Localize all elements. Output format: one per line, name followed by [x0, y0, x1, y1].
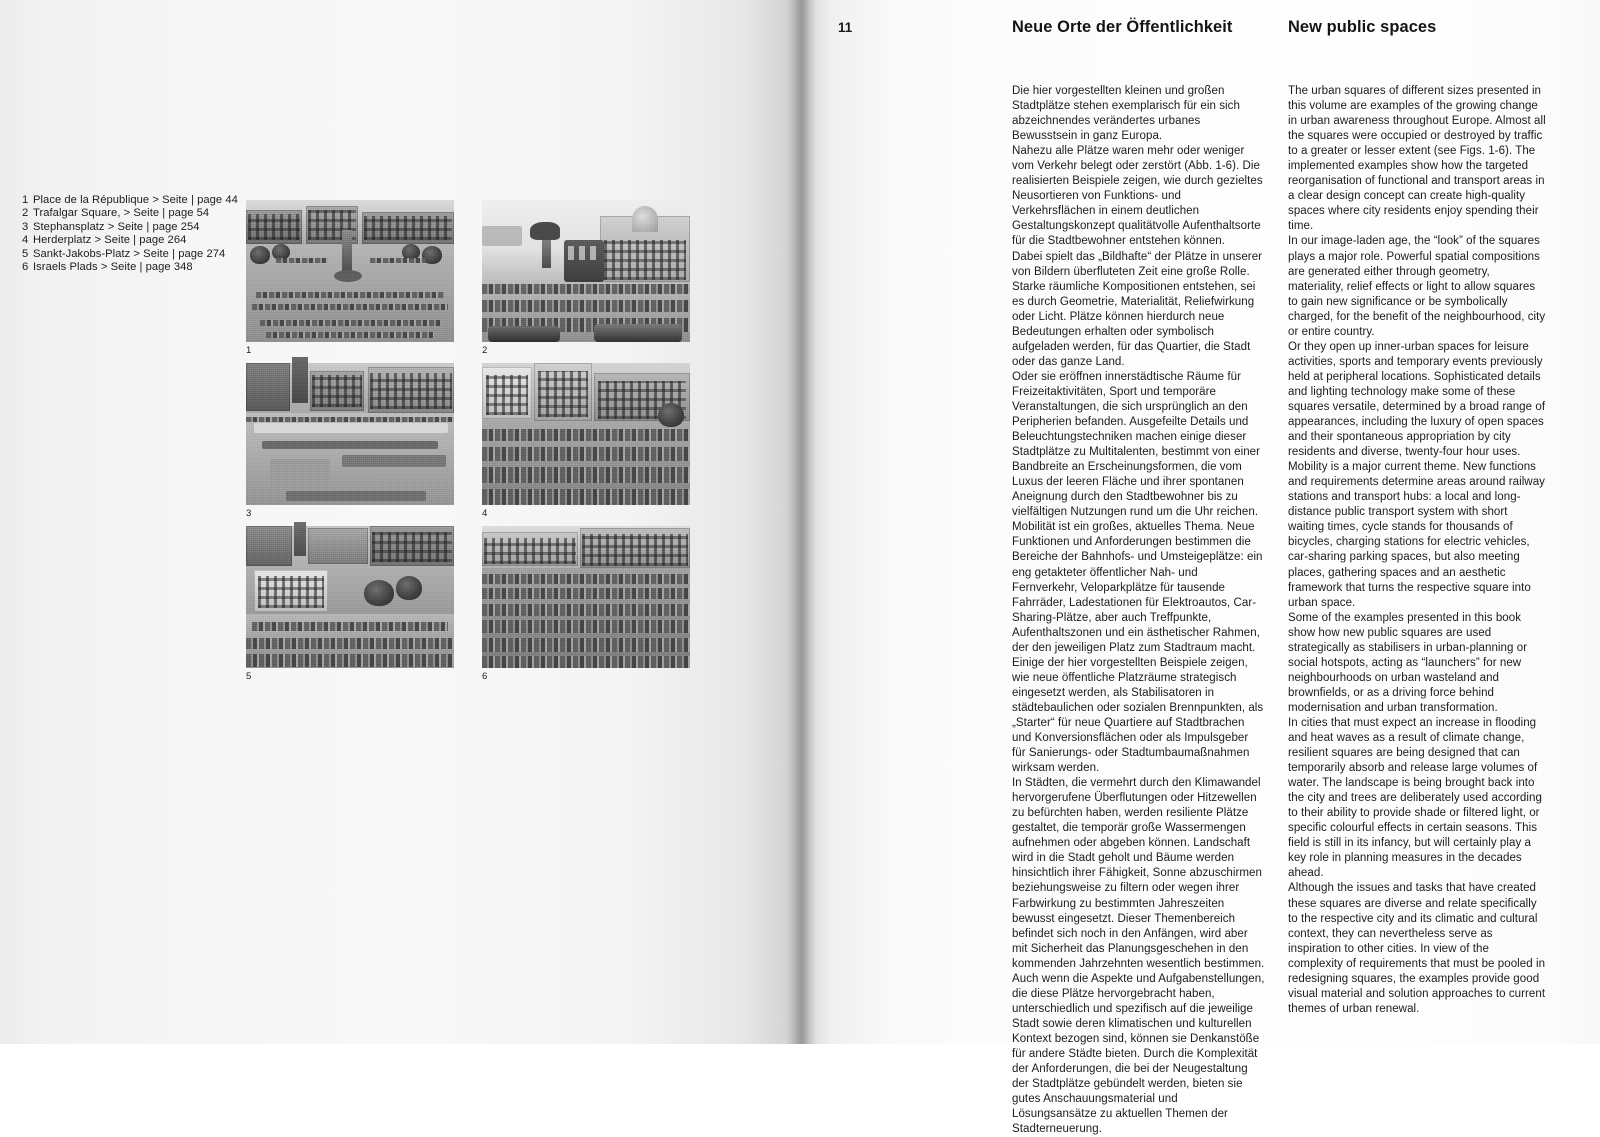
photo-trafalgar-square [482, 200, 690, 356]
caption-text: Trafalgar Square, > Seite | page 54 [33, 207, 210, 220]
figure-label: 3 [246, 508, 252, 519]
figure-grid [246, 200, 690, 682]
paragraph: Although the issues and tasks that have created these squares are diverse and relate specifically to the respective city and its climatic and cultural context, they can nevertheless serve as inspiration to other cities. In view of the complexity of requirements that must be pooled in redesigning squares, the examples provide good visual material and solution approaches to current themes of urban renewal. [1288, 882, 1546, 1015]
figure-label: 5 [246, 671, 252, 682]
figure-label: 4 [482, 508, 488, 519]
caption-text: Stephansplatz > Seite | page 254 [33, 220, 200, 233]
paragraph: Nahezu alle Plätze waren mehr oder weniger vom Verkehr belegt oder zerstört (Abb. 1-6). Die realisierten Beispiele zeigen, wie durch gezieltes Neusortieren von Funktions- und Verkehrsflächen in einem deutlichen Gestaltungskonzept qualitätvolle Aufenthaltsorte für die Stadtbewohner entstehen können. [1012, 145, 1263, 248]
figure-1 [246, 200, 454, 356]
caption-number: 6 [22, 261, 29, 274]
paragraph: Auch wenn die Aspekte und Aufgabenstellungen, die diese Plätze hervorgebracht haben, unterschiedlich und spezifisch auf die jeweilige Stadt sowie deren klimatischen und kulturellen Kontext bezogen sind, können sie Denkanstöße für andere Städte bieten. Durch die Komplexität der Anforderungen, die bei der Neugestaltung der Stadtplätze gebündelt werden, bieten sie gutes Anschauungsmaterial und Lösungsansätze zu aktuellen Themen der Stadterneuerung. [1012, 972, 1265, 1136]
figure-2 [482, 200, 690, 356]
body-text-german [1012, 84, 1265, 1137]
caption-number: 3 [22, 220, 29, 233]
list-item [22, 248, 238, 261]
photo-place-de-la-republique [246, 200, 454, 356]
list-item [22, 207, 238, 220]
caption-number: 5 [22, 247, 29, 260]
page-title-german: Neue Orte der Öffentlichkeit [1012, 18, 1233, 36]
paragraph: In Städten, die vermehrt durch den Klimawandel hervorgerufene Überflutungen oder Hitzewellen zu befürchten haben, werden resiliente Plätze gestaltet, die temporär große Wassermengen aufnehmen oder abgeben können. Landschaft wird in die Stadt geholt und Bäume werden hinsichtlich ihrer Fähigkeit, Sonne abzuschirmen beziehungsweise zu filtern oder wegen ihrer Farbwirkung zu bestimmten Jahreszeiten bewusst eingesetzt. Dieser Themenbereich befindet sich noch in den Anfängen, wird aber mit Sicherheit das Planungsgeschehen in den kommenden Jahrzehnten wesentlich bestimmen. [1012, 777, 1265, 970]
figure-label: 2 [482, 345, 488, 356]
figure-6 [482, 526, 690, 682]
list-item [22, 194, 238, 207]
list-item [22, 261, 238, 274]
figure-label: 1 [246, 345, 252, 356]
paragraph: Mobilität ist ein großes, aktuelles Thema. Neue Funktionen und Anforderungen bestimmen die Bereiche der Bahnhofs- und Umsteigeplätze: ein eng getakteter öffentlicher Nah- und Fernverkehr, Veloparkplätze für tausende Fahrräder, Ladestationen für Elektroautos, Car-Sharing-Plätze, aber auch Treffpunkte, Aufenthaltszonen und ein ästhetischer Rahmen, der den jeweiligen Platz zum Stadtraum macht. [1012, 521, 1263, 654]
list-item [22, 221, 238, 234]
photo-herderplatz [482, 363, 690, 519]
caption-text: Herderplatz > Seite | page 264 [33, 234, 187, 247]
figure-label: 6 [482, 671, 488, 682]
paragraph: In our image-laden age, the “look” of the squares plays a major role. Powerful spatial compositions are generated either through geometry, materiality, relief effects or light to allow squares to gain new significance or be symbolically charged, for the benefit of the neighbourhood, city or entire country. [1288, 235, 1546, 338]
paragraph: Or they open up inner-urban spaces for leisure activities, sports and temporary events previously held at peripheral locations. Sophisticated details and lighting technology make some of these squares versatile, determined by a broad range of appearances, including the luxury of open spaces and their spontaneous appropriation by city residents and diverse, twenty-four hour uses. [1288, 340, 1546, 459]
figure-3 [246, 363, 454, 519]
list-item [22, 234, 238, 247]
paragraph: Some of the examples presented in this book show how new public squares are used strategically as stabilisers in urban-planning or social hotspots, acting as “launchers” for new neighbourhoods on urban wasteland and brownfields, or as a driving force behind modernisation and urban transformation. [1288, 611, 1528, 714]
caption-text: Sankt-Jakobs-Platz > Seite | page 274 [33, 247, 226, 260]
page-title-english: New public spaces [1288, 18, 1437, 36]
paragraph: The urban squares of different sizes presented in this volume are examples of the growing change in urban awareness throughout Europe. Almost all the squares were occupied or destroyed by traffic to a greater or lesser extent (see Figs. 1-6). The implemented examples show how the targeted reorganisation of functional and transport areas in a clear design concept can create high-quality spaces where city residents enjoy spending their time. [1288, 85, 1546, 233]
paragraph: Die hier vorgestellten kleinen und großen Stadtplätze stehen exemplarisch für ein sich abzeichnendes verändertes urbanes Bewusstsein in ganz Europa. [1012, 85, 1240, 143]
figure-caption-list [22, 194, 238, 274]
paragraph: In cities that must expect an increase in flooding and heat waves as a result of climate change, resilient squares are being designed that can temporarily absorb and release large volumes of water. The landscape is being brought back into the city and trees are deliberately used according to their ability to provide shade or filtered light, or specific colourful effects in certain seasons. This field is still in its infancy, but will certainly play a key role in planning measures in the decades ahead. [1288, 716, 1542, 880]
figure-4 [482, 363, 690, 519]
figure-5 [246, 526, 454, 682]
body-text-english [1288, 84, 1547, 1017]
page-number: 11 [838, 20, 853, 35]
paragraph: Mobility is a major current theme. New functions and requirements determine areas around railway stations and transport hubs: a local and long-distance public transport system with short waiting times, cycle stands for thousands of bicycles, charging stations for electric vehicles, car-sharing parking spaces, but also meeting places, gathering spaces and an aesthetic framework that turns the respective square into urban space. [1288, 461, 1545, 609]
caption-number: 2 [22, 207, 29, 220]
caption-number: 4 [22, 234, 29, 247]
caption-text: Place de la République > Seite | page 44 [33, 194, 238, 206]
photo-israels-plads [482, 526, 690, 682]
caption-number: 1 [22, 194, 29, 206]
paragraph: Einige der hier vorgestellten Beispiele zeigen, wie neue öffentliche Platzräume strategisch eingesetzt werden, als Stabilisatoren in städtebaulichen oder sozialen Brennpunkten, als „Starter“ für neue Quartiere auf Stadtbrachen und Konversionsflächen oder als Impulsgeber für Sanierungs- oder Stadtumbaumaßnahmen wirksam werden. [1012, 656, 1264, 775]
paragraph: Oder sie eröffnen innerstädtische Räume für Freizeitaktivitäten, Sport und temporäre Veranstaltungen, die sich ursprünglich an den Peripherien befanden. Ausgefeilte Details und Beleuchtungstechniken machen einige dieser Stadtplätze zu Multitalenten, bestimmt von einer Bandbreite an Erscheinungsformen, die vom Luxus der leeren Fläche und ihrer spontanen Aneignung durch den Stadtbewohner bis zu vielfältigen Nutzungen rund um die Uhr reichen. [1012, 370, 1261, 519]
caption-text: Israels Plads > Seite | page 348 [33, 261, 193, 274]
photo-stephansplatz [246, 363, 454, 519]
paragraph: Dabei spielt das „Bildhafte“ der Plätze in unserer von Bildern überfluteten Zeit eine große Rolle. Starke räumliche Kompositionen entstehen, sei es durch Geometrie, Materialität, Reliefwirkung oder Licht. Plätze können hierdurch neue Bedeutungen erhalten oder symbolisch aufgeladen werden, für das Quartier, die Stadt oder das ganze Land. [1012, 250, 1263, 368]
photo-sankt-jakobs-platz [246, 526, 454, 682]
